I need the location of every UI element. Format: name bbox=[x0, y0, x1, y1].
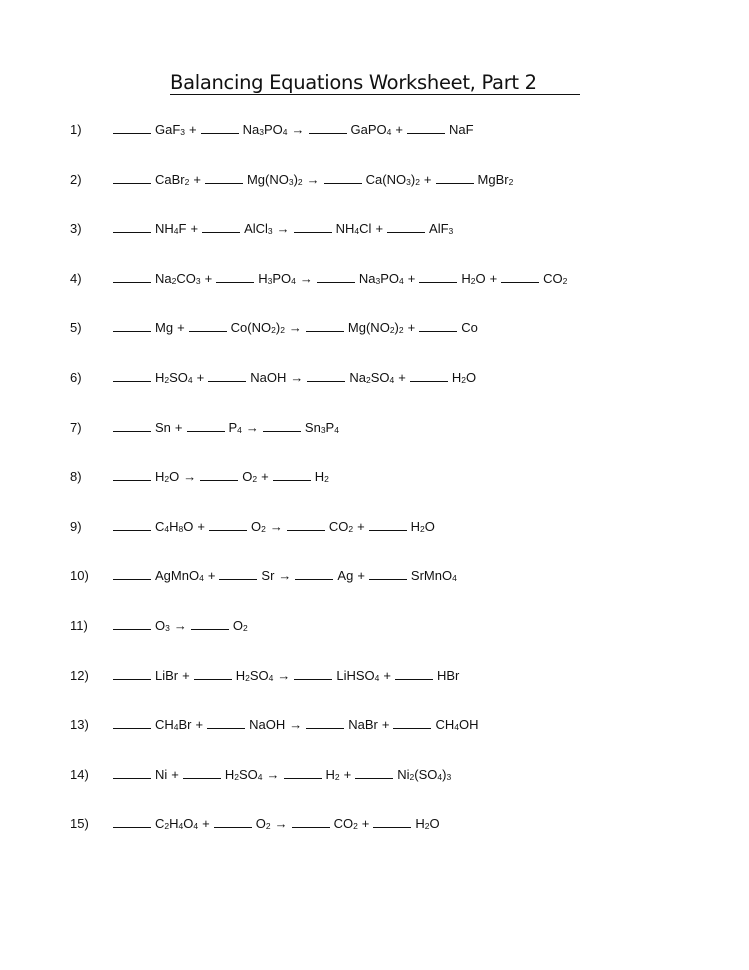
arrow-icon: → bbox=[245, 419, 259, 435]
arrow-icon: → bbox=[291, 122, 305, 137]
chemical-formula: $H_2O$ bbox=[415, 816, 440, 832]
equation-row bbox=[70, 668, 459, 688]
coefficient-blank[interactable] bbox=[113, 370, 151, 382]
chemical-formula: $H_2$ bbox=[325, 766, 340, 782]
coefficient-blank[interactable] bbox=[295, 568, 333, 580]
coefficient-blank[interactable] bbox=[306, 717, 344, 729]
chemical-formula: HBr bbox=[437, 667, 460, 683]
equation-number: 11) bbox=[70, 618, 88, 633]
equation-number: 7) bbox=[70, 419, 82, 435]
coefficient-blank[interactable] bbox=[194, 668, 232, 680]
chemical-formula: Ni bbox=[155, 766, 168, 782]
arrow-icon: → bbox=[183, 469, 197, 485]
coefficient-blank[interactable] bbox=[113, 816, 151, 828]
equation-row bbox=[70, 320, 478, 340]
plus-sign: + bbox=[182, 667, 190, 683]
chemical-formula: $Na_2CO_3$ bbox=[155, 270, 201, 286]
plus-sign: + bbox=[174, 419, 183, 435]
chemical-formula: $Na_3PO_4$ bbox=[242, 122, 288, 137]
chemical-formula: $Mg(NO_2)_2$ bbox=[347, 320, 404, 336]
chemical-formula: $O_2$ bbox=[232, 618, 248, 633]
chemical-formula: NaOH bbox=[249, 717, 286, 733]
coefficient-blank[interactable] bbox=[436, 172, 474, 184]
chemical-formula: $H_2O$ bbox=[155, 469, 180, 485]
chemical-formula: $Mg(NO_3)_2$ bbox=[246, 171, 303, 187]
coefficient-blank[interactable] bbox=[191, 618, 229, 630]
chemical-formula: $CH_4OH$ bbox=[435, 717, 479, 733]
plus-sign: + bbox=[202, 816, 210, 832]
coefficient-blank[interactable] bbox=[216, 271, 254, 283]
equation-row bbox=[70, 568, 457, 588]
plus-sign: + bbox=[381, 717, 390, 733]
chemical-formula: $H_3PO_4$ bbox=[258, 270, 296, 286]
coefficient-blank[interactable] bbox=[113, 668, 151, 680]
plus-sign: + bbox=[207, 568, 216, 584]
chemical-formula: AlCl$_3$ bbox=[244, 221, 273, 237]
chemical-formula: $O_2$ bbox=[242, 469, 258, 485]
plus-sign: + bbox=[375, 221, 384, 237]
plus-sign: + bbox=[343, 766, 352, 782]
chemical-formula: $O_3$ bbox=[155, 618, 170, 633]
chemical-formula: $Sn_3P_4$ bbox=[304, 419, 339, 435]
coefficient-blank[interactable] bbox=[292, 816, 330, 828]
plus-sign: + bbox=[196, 370, 205, 385]
chemical-formula: LiBr bbox=[155, 667, 179, 683]
arrow-icon: → bbox=[278, 568, 292, 584]
coefficient-blank[interactable] bbox=[113, 271, 151, 283]
arrow-icon: → bbox=[299, 270, 313, 286]
plus-sign: + bbox=[197, 518, 205, 534]
equation-number: 5) bbox=[70, 320, 82, 336]
arrow-icon: → bbox=[266, 766, 280, 782]
plus-sign: + bbox=[489, 270, 498, 286]
coefficient-blank[interactable] bbox=[387, 221, 425, 233]
coefficient-blank[interactable] bbox=[287, 519, 325, 531]
chemical-formula: $H_2SO_4$ bbox=[224, 766, 263, 782]
plus-sign: + bbox=[357, 568, 365, 584]
equation-row bbox=[70, 618, 248, 638]
chemical-formula: $H_2O$ bbox=[461, 270, 486, 286]
equation-number: 15) bbox=[70, 816, 89, 832]
plus-sign: + bbox=[204, 270, 213, 286]
equation-number: 3) bbox=[70, 221, 82, 237]
equation-number: 12) bbox=[70, 667, 89, 683]
coefficient-blank[interactable] bbox=[309, 122, 347, 134]
equation-number: 4) bbox=[70, 270, 82, 286]
equation-row bbox=[70, 370, 476, 390]
coefficient-blank[interactable] bbox=[373, 816, 411, 828]
chemical-formula: NaOH bbox=[250, 370, 287, 385]
chemical-formula: Sn bbox=[155, 419, 171, 435]
chemical-formula: $CH_4Br$ bbox=[155, 717, 192, 733]
chemical-formula: MgBr$_2$ bbox=[477, 171, 514, 187]
chemical-formula: GaPO$_4$ bbox=[350, 122, 392, 137]
chemical-formula: SrMnO$_4$ bbox=[410, 568, 457, 584]
coefficient-blank[interactable] bbox=[205, 172, 243, 184]
chemical-formula: $Co(NO_2)_2$ bbox=[230, 320, 285, 336]
coefficient-blank[interactable] bbox=[294, 221, 332, 233]
coefficient-blank[interactable] bbox=[189, 320, 227, 332]
chemical-formula: $H_2$ bbox=[314, 469, 329, 485]
coefficient-blank[interactable] bbox=[355, 767, 393, 779]
coefficient-blank[interactable] bbox=[306, 320, 344, 332]
arrow-icon: → bbox=[269, 518, 283, 534]
plus-sign: + bbox=[357, 518, 365, 534]
coefficient-blank[interactable] bbox=[324, 172, 362, 184]
plus-sign: + bbox=[407, 270, 416, 286]
plus-sign: + bbox=[195, 717, 204, 733]
equation-number: 1) bbox=[70, 122, 82, 137]
chemical-formula: $CO_2$ bbox=[333, 816, 358, 832]
coefficient-blank[interactable] bbox=[317, 271, 355, 283]
plus-sign: + bbox=[171, 766, 179, 782]
arrow-icon: → bbox=[173, 618, 187, 633]
coefficient-blank[interactable] bbox=[214, 816, 252, 828]
chemical-formula: $Ca(NO_3)_2$ bbox=[365, 171, 420, 187]
chemical-formula: $CO_2$ bbox=[543, 270, 568, 286]
coefficient-blank[interactable] bbox=[307, 370, 345, 382]
coefficient-blank[interactable] bbox=[113, 717, 151, 729]
chemical-formula: Co bbox=[461, 320, 478, 336]
equation-row bbox=[70, 469, 329, 489]
equation-number: 6) bbox=[70, 370, 82, 385]
coefficient-blank[interactable] bbox=[393, 717, 431, 729]
coefficient-blank[interactable] bbox=[273, 469, 311, 481]
chemical-formula: $H_2SO_4$ bbox=[155, 370, 193, 385]
coefficient-blank[interactable] bbox=[113, 618, 151, 630]
chemical-formula: $P_4$ bbox=[228, 419, 242, 435]
coefficient-blank[interactable] bbox=[113, 320, 151, 332]
coefficient-blank[interactable] bbox=[201, 122, 239, 134]
chemical-formula: GaF$_3$ bbox=[155, 122, 186, 137]
coefficient-blank[interactable] bbox=[113, 469, 151, 481]
coefficient-blank[interactable] bbox=[294, 668, 332, 680]
chemical-formula: Ag bbox=[337, 568, 354, 584]
plus-sign: + bbox=[177, 320, 185, 336]
equation-row bbox=[70, 172, 513, 192]
chemical-formula: $H_2O$ bbox=[410, 518, 435, 534]
arrow-icon: → bbox=[276, 221, 290, 237]
coefficient-blank[interactable] bbox=[113, 568, 151, 580]
chemical-formula: $H_2O$ bbox=[451, 370, 477, 385]
chemical-formula: AlF$_3$ bbox=[429, 221, 454, 237]
plus-sign: + bbox=[423, 171, 432, 187]
coefficient-blank[interactable] bbox=[187, 420, 225, 432]
coefficient-blank[interactable] bbox=[219, 568, 257, 580]
chemical-formula: $O_2$ bbox=[255, 816, 271, 832]
coefficient-blank[interactable] bbox=[207, 717, 245, 729]
chemical-formula: $C_4H_8O$ bbox=[155, 518, 194, 534]
chemical-formula: $Ni_2(SO_4)_3$ bbox=[397, 766, 452, 782]
coefficient-blank[interactable] bbox=[200, 469, 238, 481]
coefficient-blank[interactable] bbox=[113, 172, 151, 184]
coefficient-blank[interactable] bbox=[369, 519, 407, 531]
chemical-formula: CaBr$_2$ bbox=[155, 171, 190, 187]
worksheet-title: Balancing Equations Worksheet, Part 2 bbox=[170, 72, 580, 95]
plus-sign: + bbox=[193, 171, 201, 187]
coefficient-blank[interactable] bbox=[113, 420, 151, 432]
chemical-formula: AgMnO$_4$ bbox=[155, 568, 204, 584]
plus-sign: + bbox=[407, 320, 416, 336]
coefficient-blank[interactable] bbox=[208, 370, 246, 382]
equation-row bbox=[70, 767, 451, 787]
arrow-icon: → bbox=[274, 816, 288, 832]
equation-row bbox=[70, 519, 435, 539]
arrow-icon: → bbox=[288, 320, 302, 336]
arrow-icon: → bbox=[306, 171, 320, 187]
chemical-formula: $CO_2$ bbox=[328, 518, 354, 534]
chemical-formula: $C_2H_4O_4$ bbox=[155, 816, 199, 832]
plus-sign: + bbox=[261, 469, 269, 485]
equation-row bbox=[70, 717, 478, 737]
equation-number: 14) bbox=[70, 766, 89, 782]
coefficient-blank[interactable] bbox=[284, 767, 322, 779]
coefficient-blank[interactable] bbox=[113, 122, 151, 134]
coefficient-blank[interactable] bbox=[410, 370, 448, 382]
plus-sign: + bbox=[361, 816, 370, 832]
chemical-formula: $H_2SO_4$ bbox=[235, 667, 274, 683]
coefficient-blank[interactable] bbox=[113, 221, 151, 233]
arrow-icon: → bbox=[277, 667, 291, 683]
coefficient-blank[interactable] bbox=[263, 420, 301, 432]
arrow-icon: → bbox=[289, 717, 303, 733]
chemical-formula: NaBr bbox=[348, 717, 378, 733]
coefficient-blank[interactable] bbox=[183, 767, 221, 779]
plus-sign: + bbox=[395, 122, 403, 137]
coefficient-blank[interactable] bbox=[419, 320, 457, 332]
coefficient-blank[interactable] bbox=[419, 271, 457, 283]
arrow-icon: → bbox=[290, 370, 304, 385]
chemical-formula: Mg bbox=[155, 320, 174, 336]
coefficient-blank[interactable] bbox=[369, 568, 407, 580]
chemical-formula: $NH_4F$ bbox=[155, 221, 187, 237]
plus-sign: + bbox=[190, 221, 199, 237]
coefficient-blank[interactable] bbox=[209, 519, 247, 531]
equation-row bbox=[70, 420, 339, 440]
equation-number: 10) bbox=[70, 568, 89, 584]
equation-number: 2) bbox=[70, 171, 82, 187]
equation-number: 9) bbox=[70, 518, 82, 534]
plus-sign: + bbox=[383, 667, 391, 683]
equation-row bbox=[70, 221, 453, 241]
equation-number: 13) bbox=[70, 717, 89, 733]
equation-row bbox=[70, 816, 440, 836]
chemical-formula: Sr bbox=[261, 568, 275, 584]
coefficient-blank[interactable] bbox=[113, 519, 151, 531]
chemical-formula: $Na_3PO_4$ bbox=[358, 270, 404, 286]
equation-row bbox=[70, 271, 567, 291]
chemical-formula: $O_2$ bbox=[250, 518, 266, 534]
coefficient-blank[interactable] bbox=[501, 271, 539, 283]
coefficient-blank[interactable] bbox=[113, 767, 151, 779]
chemical-formula: NaF bbox=[448, 122, 474, 137]
coefficient-blank[interactable] bbox=[407, 122, 445, 134]
coefficient-blank[interactable] bbox=[395, 668, 433, 680]
chemical-formula: $Na_2SO_4$ bbox=[349, 370, 395, 385]
coefficient-blank[interactable] bbox=[202, 221, 240, 233]
equation-number: 8) bbox=[70, 469, 82, 485]
chemical-formula: $NH_4Cl$ bbox=[335, 221, 372, 237]
equation-row bbox=[70, 122, 474, 142]
chemical-formula: LiHSO$_4$ bbox=[336, 667, 380, 683]
plus-sign: + bbox=[398, 370, 406, 385]
plus-sign: + bbox=[189, 122, 197, 137]
